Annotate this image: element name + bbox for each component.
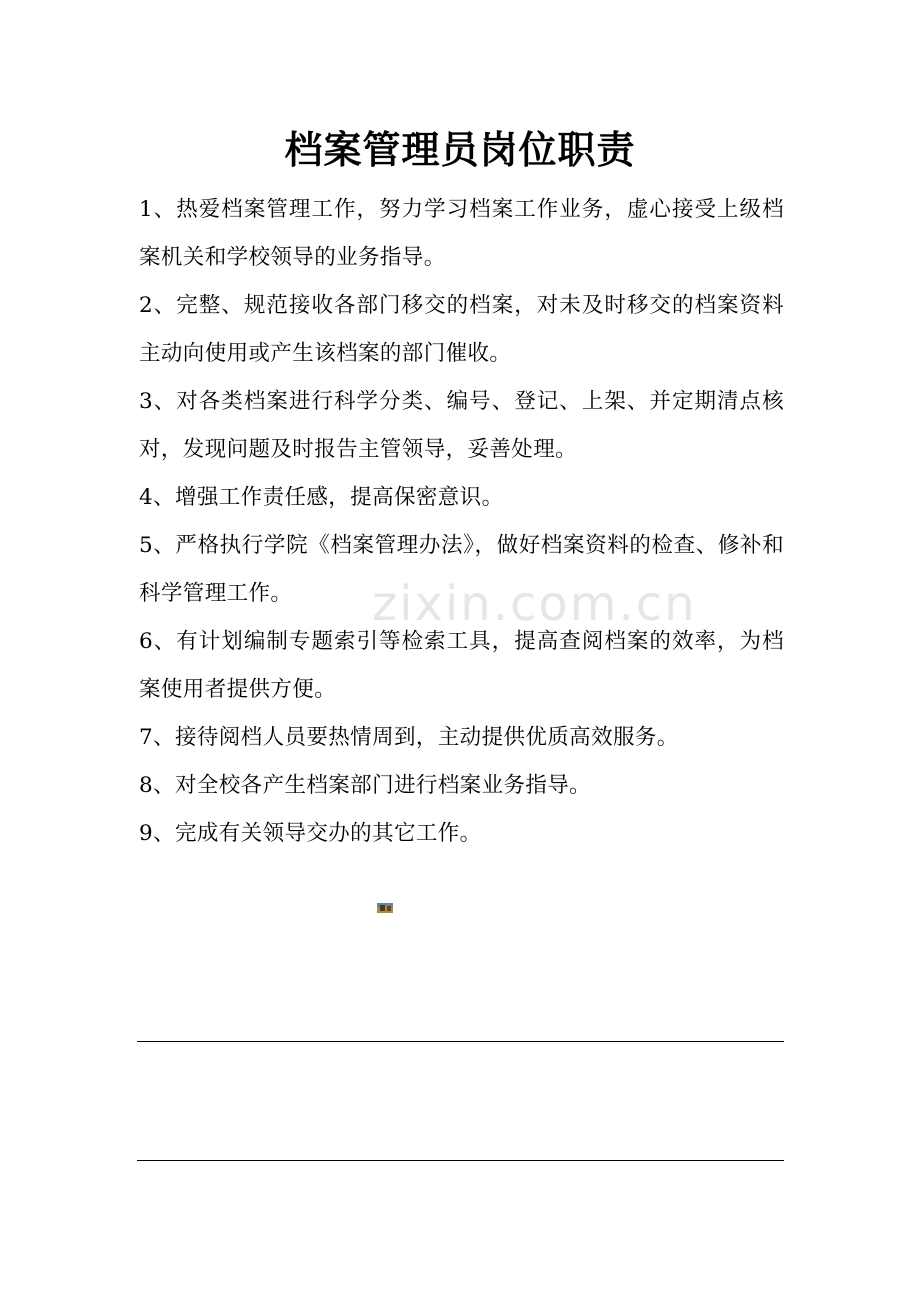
small-image-thumbnail <box>377 903 393 913</box>
duty-item-3: 3、对各类档案进行科学分类、编号、登记、上架、并定期清点核对，发现问题及时报告主管领导，妥善处理。 <box>139 389 784 462</box>
duty-item-6: 6、有计划编制专题索引等检索工具，提高查阅档案的效率，为档案使用者提供方便。 <box>139 629 784 702</box>
watermark-text: zixin.com.cn <box>372 576 697 632</box>
duty-item-5: 5、严格执行学院《档案管理办法》，做好档案资料的检查、修补和科学管理工作。 <box>139 533 784 606</box>
horizontal-rule-bottom <box>137 1160 784 1161</box>
page-title: 档案管理员岗位职责 <box>284 128 636 172</box>
duty-item-7: 7、接待阅档人员要热情周到，主动提供优质高效服务。 <box>139 725 679 750</box>
duty-item-2: 2、完整、规范接收各部门移交的档案，对未及时移交的档案资料主动向使用或产生该档案的部门催收。 <box>139 293 784 366</box>
duty-item-9: 9、完成有关领导交办的其它工作。 <box>139 821 482 846</box>
horizontal-rule-top <box>137 1041 784 1042</box>
duty-item-1: 1、热爱档案管理工作，努力学习档案工作业务，虚心接受上级档案机关和学校领导的业务指导。 <box>139 197 784 270</box>
duty-list <box>139 186 784 858</box>
duty-item-4: 4、增强工作责任感，提高保密意识。 <box>139 485 504 510</box>
duty-item-8: 8、对全校各产生档案部门进行档案业务指导。 <box>139 773 592 798</box>
